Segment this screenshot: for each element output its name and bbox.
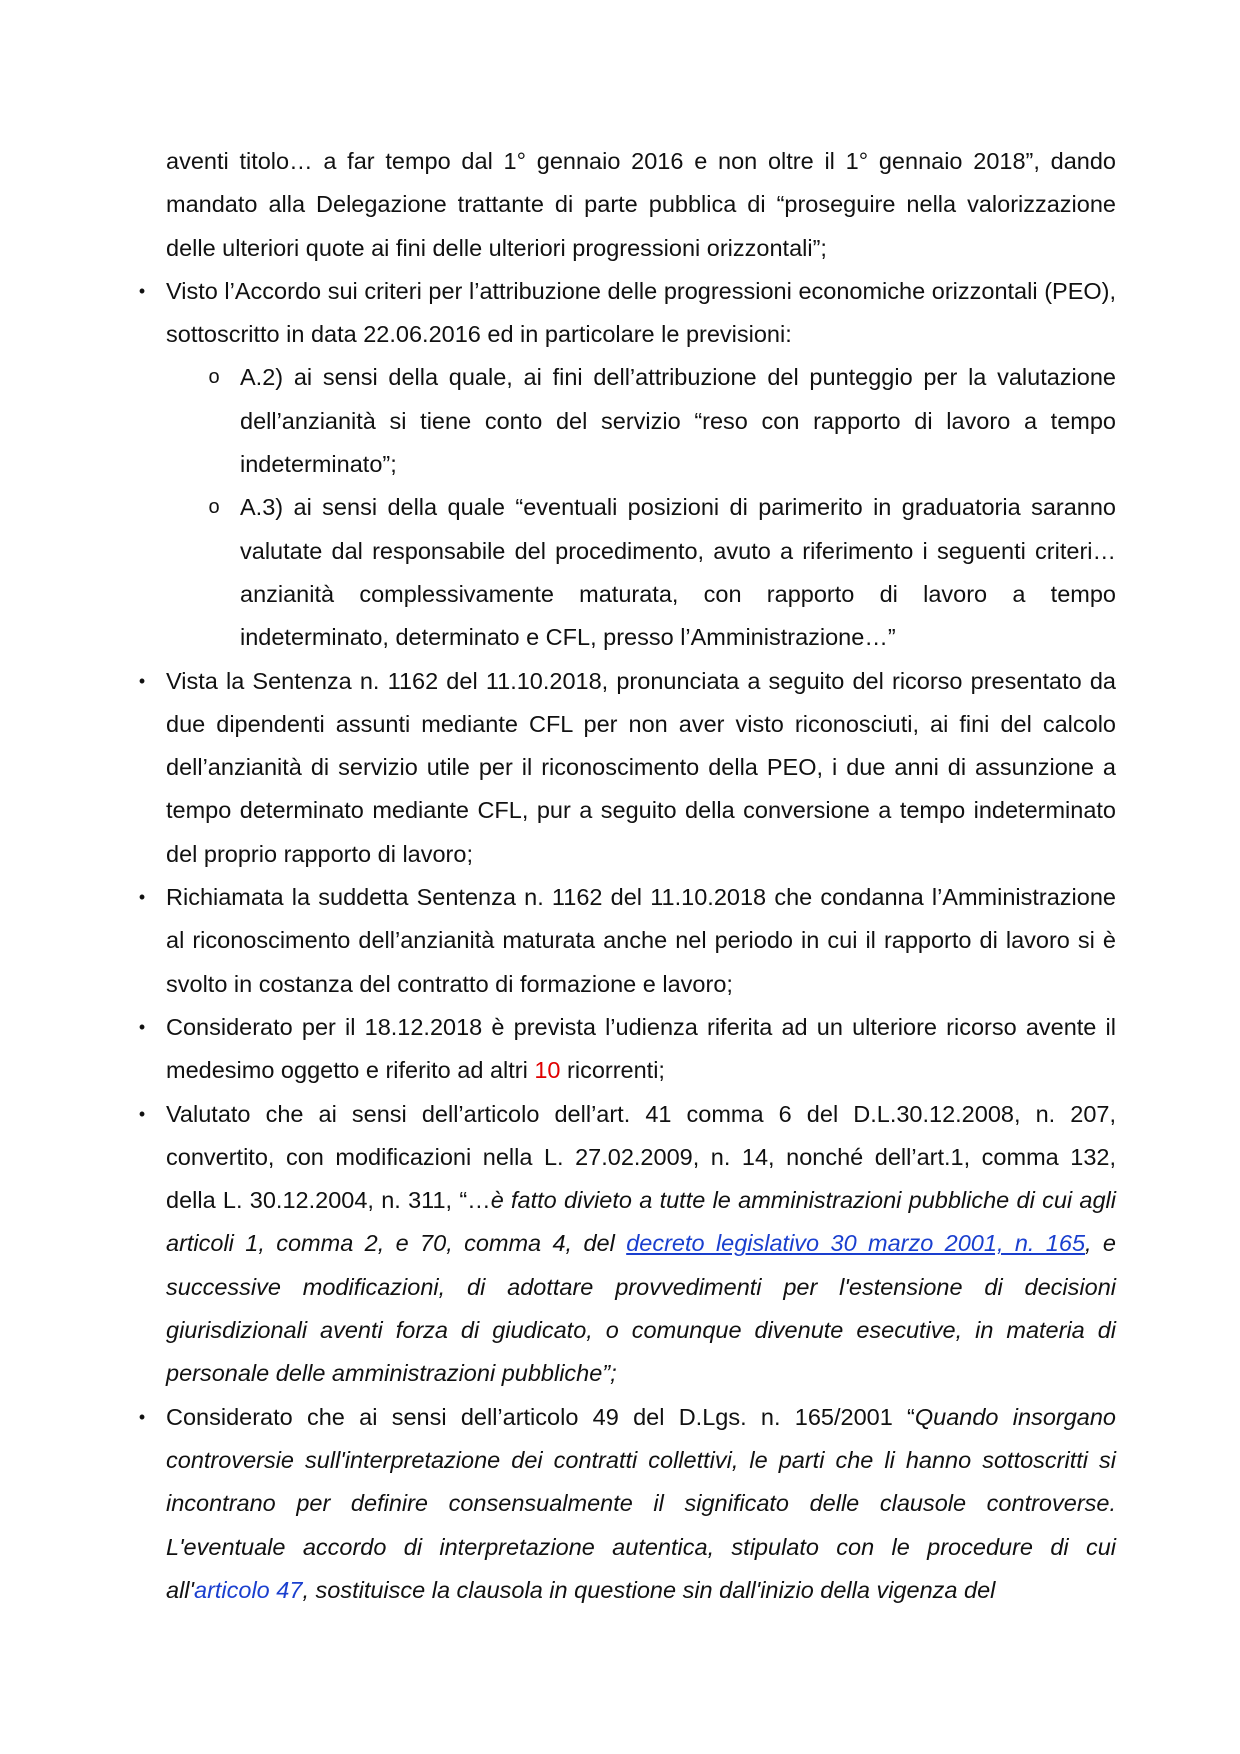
italic-quote: è fatto divieto a tutte le amministrazioni pubbliche di cui agli articoli 1, comma 2, e 70, comma 4, del: [166, 1187, 1116, 1257]
circle-bullet-icon: o: [208, 496, 220, 519]
bullet-text: [166, 1093, 1116, 1396]
bullet-text: [166, 1006, 1116, 1093]
italic-quote: , e successive modificazioni, di adottare provvedimenti per l'estensione di decisioni giurisdizionali aventi forza di giudicato, o comunque divenute esecutive, in materia di personale delle amministrazioni pubbliche”;: [166, 1230, 1116, 1387]
sub-item-a2: [208, 356, 1116, 486]
lead-paragraph: aventi titolo… a far tempo dal 1° gennaio 2016 e non oltre il 1° gennaio 2018”, dando mandato alla Delegazione trattante di parte pubblica di “proseguire nella valorizzazione delle ulteriori quote ai fini delle ulteriori progressioni orizzontali”;: [166, 148, 1116, 261]
sub-item-text: A.2) ai sensi della quale, ai fini dell’attribuzione del punteggio per la valutazione dell’anzianità si tiene conto del servizio “reso con rapporto di lavoro a tempo indeterminato”;: [240, 364, 1116, 478]
italic-quote: , sostituisce la clausola in questione sin dall'inizio della vigenza del: [302, 1576, 996, 1603]
bullet-text: Richiamata la suddetta Sentenza n. 1162 del 11.10.2018 che condanna l’Amministrazione al riconoscimento dell’anzianità maturata anche nel periodo in cui il rapporto di lavoro si è svolto in costanza del contratto di formazione e lavoro;: [166, 884, 1116, 997]
bullet-item-udienza: [138, 1006, 1116, 1093]
bullet-item-sentenza: [138, 660, 1116, 876]
text-segment: Valutato che ai sensi dell’articolo dell’art. 41 comma 6 del D.L.30.12.2008, n. 207, convertito, con modificazioni nella L. 27.02.2009, n. 14, nonché dell’art.1, comma 132, della L. 30.12.2004, n. 311, “…: [166, 1100, 1116, 1214]
bullet-item-valutato: [138, 1093, 1116, 1396]
sub-item-a3: [208, 486, 1116, 659]
italic-quote: Quando insorgano controversie sull'interpretazione dei contratti collettivi, le parti che li hanno sottoscritti si incontrano per definire consensualmente il significato delle clausole controverse. L'eventuale accordo di interpretazione autentica, stipulato con le procedure di cui all': [166, 1403, 1116, 1603]
bullet-text: Vista la Sentenza n. 1162 del 11.10.2018, pronunciata a seguito del ricorso presentato da due dipendenti assunti mediante CFL per non aver visto riconosciuti, ai fini del calcolo dell’anzianità di servizio utile per il riconoscimento della PEO, i due anni di assunzione a tempo determinato mediante CFL, pur a seguito della conversione a tempo indeterminato del proprio rapporto di lavoro;: [166, 667, 1116, 867]
bullet-item-richiamata: [138, 876, 1116, 1006]
circle-bullet-icon: o: [208, 366, 220, 389]
articolo-47-link[interactable]: articolo 47: [194, 1576, 303, 1603]
highlighted-number: 10: [534, 1057, 561, 1084]
text-segment: ricorrenti;: [560, 1057, 665, 1084]
bullet-icon: •: [138, 1016, 146, 1037]
bullet-icon: •: [138, 887, 146, 908]
bullet-item-considerato-art49: [138, 1396, 1116, 1612]
text-segment: Considerato che ai sensi dell’articolo 49 del D.Lgs. n. 165/2001 “: [166, 1403, 915, 1430]
document-body: [138, 140, 1116, 1612]
sub-item-text: A.3) ai sensi della quale “eventuali posizioni di parimerito in graduatoria saranno valutate dal responsabile del procedimento, avuto a riferimento i seguenti criteri…anzianità complessivamente maturata, con rapporto di lavoro a tempo indeterminato, determinato e CFL, presso l’Amministrazione…”: [240, 494, 1116, 651]
bullet-icon: •: [138, 280, 146, 301]
bullet-icon: •: [138, 1103, 146, 1124]
text-segment: Considerato per il 18.12.2018 è prevista l’udienza riferita ad un ulteriore ricorso avente il medesimo oggetto e riferito ad altri: [166, 1013, 1116, 1084]
bullet-text: [166, 1396, 1116, 1612]
bullet-icon: •: [138, 1406, 146, 1427]
decreto-legislativo-link[interactable]: decreto legislativo 30 marzo 2001, n. 165: [626, 1230, 1086, 1257]
bullet-item-accordo-peo: [138, 270, 1116, 660]
bullet-text: Visto l’Accordo sui criteri per l’attribuzione delle progressioni economiche orizzontali (PEO), sottoscritto in data 22.06.2016 ed in particolare le previsioni:: [166, 277, 1116, 348]
bullet-icon: •: [138, 670, 146, 691]
